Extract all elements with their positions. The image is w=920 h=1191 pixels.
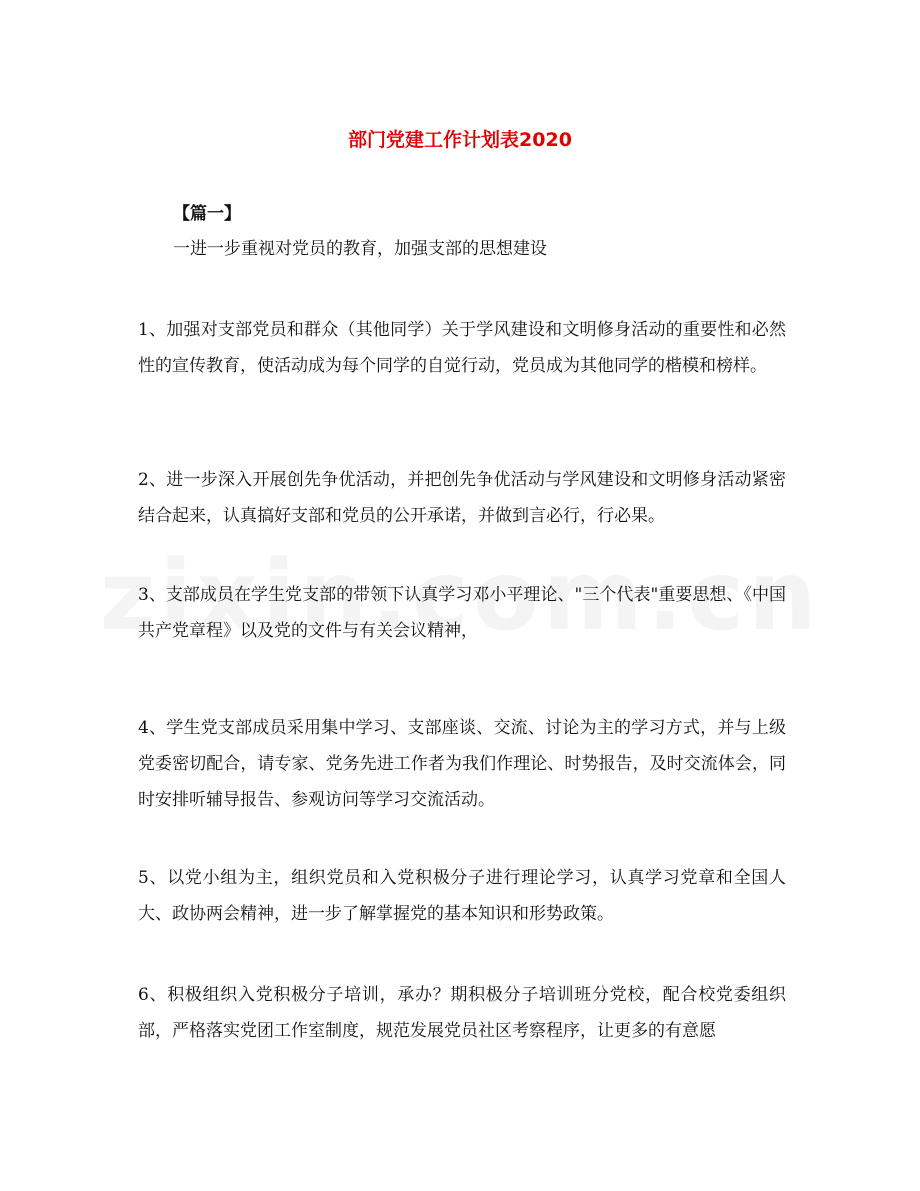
section-label: 【篇一】 (173, 204, 241, 224)
paragraph-3: 3、支部成员在学生党支部的带领下认真学习邓小平理论、"三个代表"重要思想、《中国共产党章程》以及党的文件与有关会议精神， (138, 585, 786, 641)
paragraph-5: 5、以党小组为主，组织党员和入党积极分子进行理论学习，认真学习党章和全国人大、政协两会精神，进一步了解掌握党的基本知识和形势政策。 (138, 868, 786, 924)
page-title: 部门党建工作计划表2020 (348, 129, 572, 151)
paragraph-2: 2、进一步深入开展创先争优活动，并把创先争优活动与学风建设和文明修身活动紧密结合起来，认真搞好支部和党员的公开承诺，并做到言必行，行必果。 (138, 470, 786, 526)
paragraph-6: 6、积极组织入党积极分子培训，承办？期积极分子培训班分党校，配合校党委组织部，严格落实党团工作室制度，规范发展党员社区考察程序，让更多的有意愿 (138, 985, 786, 1041)
paragraph-1: 1、加强对支部党员和群众（其他同学）关于学风建设和文明修身活动的重要性和必然性的宣传教育，使活动成为每个同学的自觉行动，党员成为其他同学的楷模和榜样。 (138, 320, 786, 376)
paragraph-4: 4、学生党支部成员采用集中学习、支部座谈、交流、讨论为主的学习方式，并与上级党委密切配合，请专家、党务先进工作者为我们作理论、时势报告，及时交流体会，同时安排听辅导报告、参观访问等学习交流活动。 (138, 718, 786, 810)
section-heading: 一进一步重视对党员的教育，加强支部的思想建设 (173, 239, 547, 259)
